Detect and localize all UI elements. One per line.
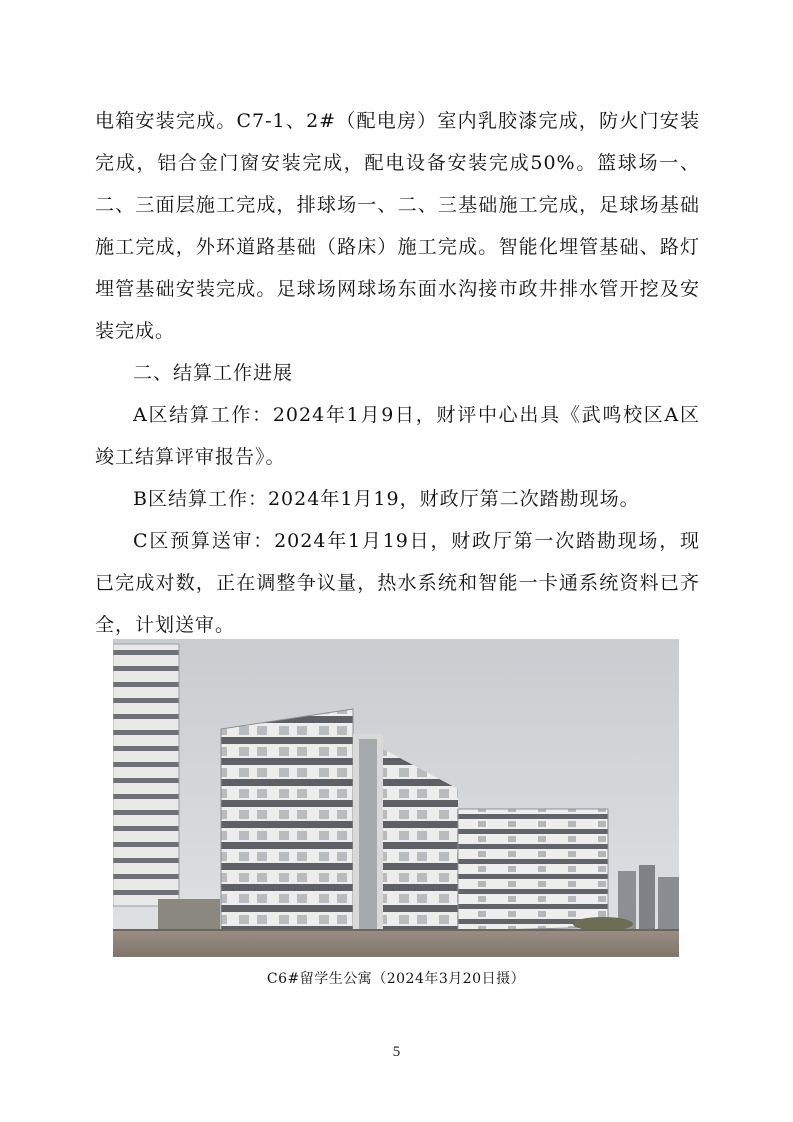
photo-caption: C6#留学生公寓（2024年3月20日摄） — [266, 971, 526, 987]
paragraph-b-zone-settlement: B区结算工作：2024年1月19，财政厅第二次踏勘现场。 — [133, 488, 640, 510]
body-text — [95, 100, 700, 646]
paragraph-a-zone-settlement: A区结算工作：2024年1月9日，财评中心出具《武鸣校区A区竣工结算评审报告》。 — [95, 404, 700, 468]
paragraph-c-zone-budget: C区预算送审：2024年1月19日，财政厅第一次踏勘现场，现已完成对数，正在调整争议量，热水系统和智能一卡通系统资料已齐全，计划送审。 — [95, 530, 700, 636]
page-number: 5 — [392, 1044, 401, 1060]
building-photo — [113, 639, 679, 957]
section-heading-settlement: 二、结算工作进展 — [133, 362, 294, 384]
paragraph-construction-progress: 电箱安装完成。C7-1、2#（配电房）室内乳胶漆完成，防火门安装完成，铝合金门窗安装完成，配电设备安装完成50%。篮球场一、二、三面层施工完成，排球场一、二、三基础施工完成，足球场基础施工完成，外环道路基础（路床）施工完成。智能化埋管基础、路灯埋管基础安装完成。足球场网球场东面水沟接市政井排水管开挖及安装完成。 — [95, 110, 700, 342]
